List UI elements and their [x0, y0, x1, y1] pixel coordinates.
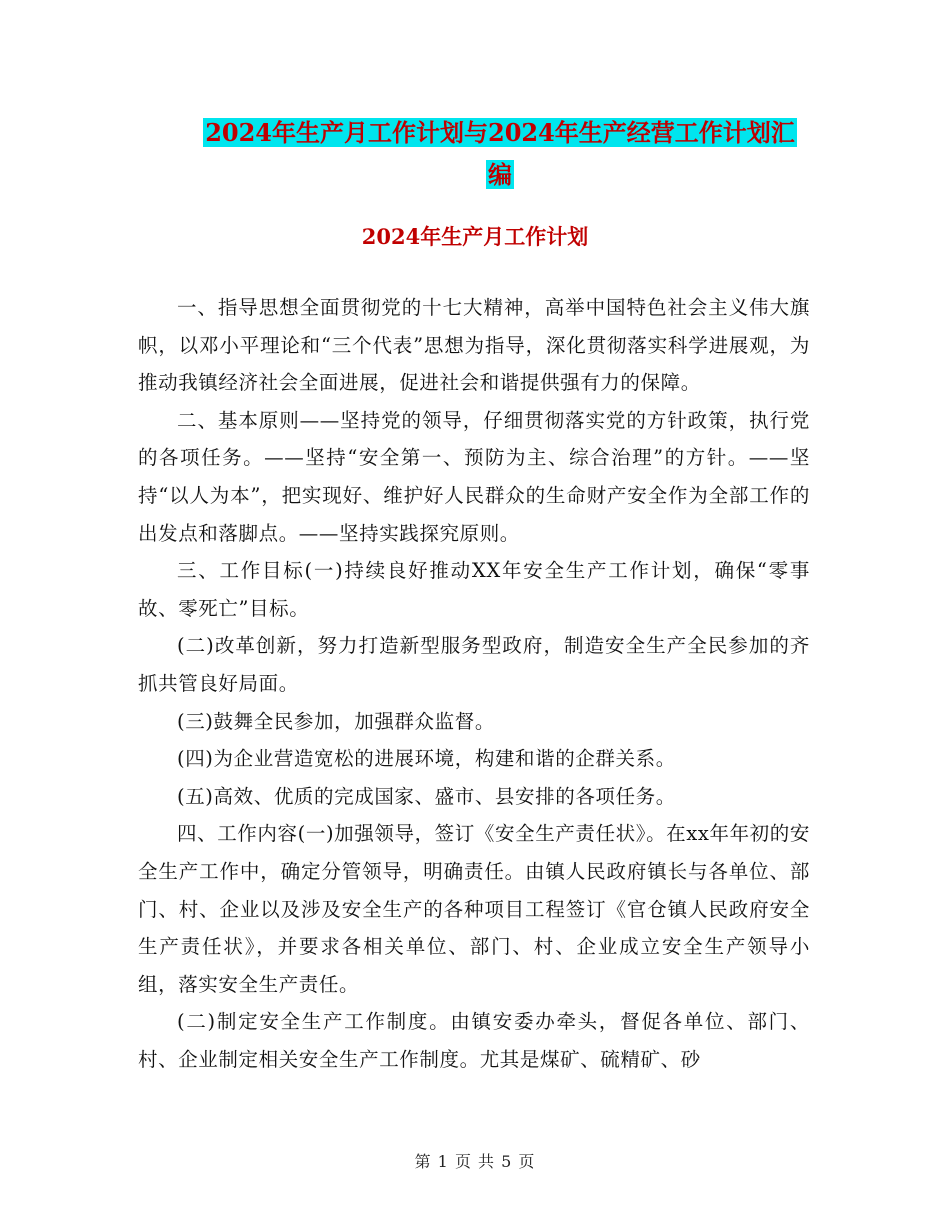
paragraph-goal-5: (五)高效、优质的完成国家、盛市、县安排的各项任务。 [177, 784, 676, 808]
paragraph-goal-4: (四)为企业营造宽松的进展环境，构建和谐的企群关系。 [177, 747, 676, 771]
title-line-1: 2024年生产月工作计划与2024年生产经营工作计划汇 [205, 118, 795, 147]
paragraph-guiding-ideology: 一、指导思想全面贯彻党的十七大精神，高举中国特色社会主义伟大旗帜，以邓小平理论和“三个代表”思想为指导，深化贯彻落实科学进展观，为推动我镇经济社会全面进展，促进社会和谐提供强有力的保障。 [138, 296, 810, 395]
paragraph-safety-system: (二)制定安全生产工作制度。由镇安委办牵头，督促各单位、部门、村、企业制定相关安全生产工作制度。尤其是煤矿、硫精矿、砂 [138, 1010, 810, 1071]
paragraph-goal-2: (二)改革创新，努力打造新型服务型政府，制造安全生产全民参加的齐抓共管良好局面。 [138, 634, 810, 695]
document-title [150, 112, 850, 196]
paragraph-goal-3: (三)鼓舞全民参加，加强群众监督。 [177, 709, 495, 733]
page-footer: 第 1 页 共 5 页 [414, 1152, 536, 1171]
document-body [138, 289, 810, 1078]
paragraph-basic-principles: 二、基本原则——坚持党的领导，仔细贯彻落实党的方针政策，执行党的各项任务。——坚持“安全第一、预防为主、综合治理”的方针。——坚持“以人为本”，把实现好、维护好人民群众的生命财产安全作为全部工作的出发点和落脚点。——坚持实践探究原则。 [138, 408, 810, 545]
paragraph-work-content: 四、工作内容(一)加强领导，签订《安全生产责任状》。在xx年年初的安全生产工作中，确定分管领导，明确责任。由镇人民政府镇长与各单位、部门、村、企业以及涉及安全生产的各种项目工程签订《官仓镇人民政府安全生产责任状》，并要求各相关单位、部门、村、企业成立安全生产领导小组，落实安全生产责任。 [138, 822, 810, 996]
section-title: 2024年生产月工作计划 [361, 224, 589, 249]
title-line-2: 编 [488, 160, 512, 189]
paragraph-work-goals: 三、工作目标(一)持续良好推动XX年安全生产工作计划，确保“零事故、零死亡”目标。 [138, 559, 810, 620]
